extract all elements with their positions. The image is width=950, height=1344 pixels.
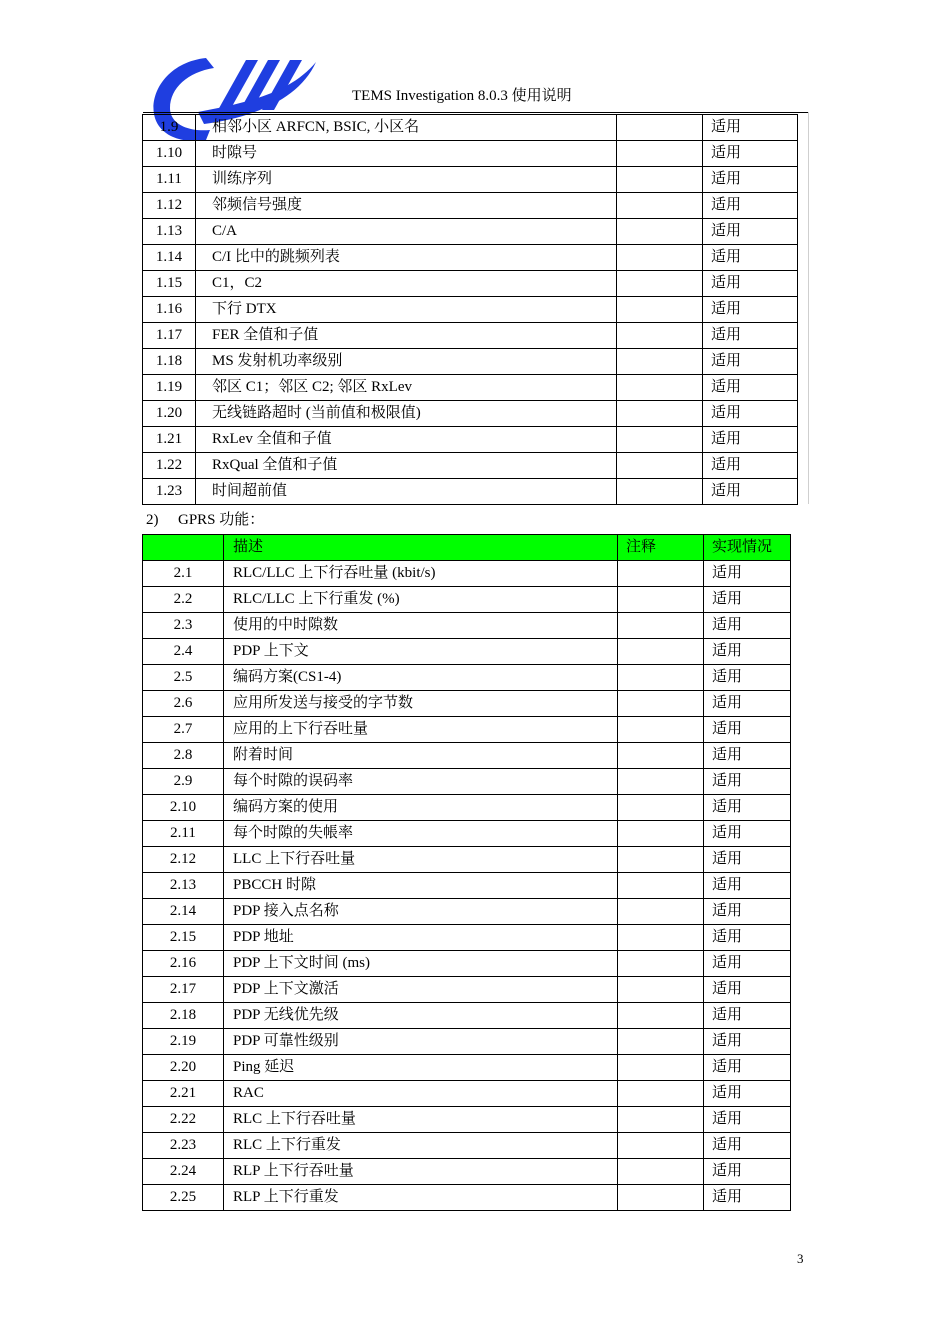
status-cell: 适用 [704, 613, 791, 639]
header-rule [143, 112, 809, 113]
desc-cell: 使用的中时隙数 [224, 613, 618, 639]
table-row [143, 427, 798, 453]
note-cell [617, 349, 703, 375]
status-cell: 适用 [703, 141, 798, 167]
desc-cell: RxQual 全值和子值 [196, 453, 617, 479]
note-cell [617, 115, 703, 141]
num-cell: 1.9 [143, 115, 196, 141]
table-row [143, 561, 791, 587]
table-row [143, 271, 798, 297]
note-cell [617, 479, 703, 505]
status-cell: 适用 [704, 951, 791, 977]
num-cell: 2.25 [143, 1185, 224, 1211]
desc-cell: Ping 延迟 [224, 1055, 618, 1081]
desc-cell: LLC 上下行吞吐量 [224, 847, 618, 873]
note-cell [617, 219, 703, 245]
page-number: 3 [797, 1251, 804, 1266]
table-row [143, 167, 798, 193]
table-row [143, 691, 791, 717]
desc-cell: 每个时隙的失帳率 [224, 821, 618, 847]
note-cell [617, 141, 703, 167]
num-cell: 1.21 [143, 427, 196, 453]
table-row [143, 847, 791, 873]
num-cell: 1.10 [143, 141, 196, 167]
header-desc-cell: 描述 [224, 535, 618, 561]
desc-cell: 邻频信号强度 [196, 193, 617, 219]
table-row [143, 1107, 791, 1133]
desc-cell: 应用所发送与接受的字节数 [224, 691, 618, 717]
desc-cell: 下行 DTX [196, 297, 617, 323]
num-cell: 1.19 [143, 375, 196, 401]
table-row [143, 821, 791, 847]
num-cell: 1.13 [143, 219, 196, 245]
table-row [143, 1185, 791, 1211]
table-row [143, 375, 798, 401]
status-cell: 适用 [703, 349, 798, 375]
status-cell: 适用 [703, 271, 798, 297]
status-cell: 适用 [704, 1081, 791, 1107]
desc-cell: PDP 接入点名称 [224, 899, 618, 925]
status-cell: 适用 [704, 1185, 791, 1211]
note-cell [618, 769, 704, 795]
status-cell: 适用 [703, 115, 798, 141]
desc-cell: C/I 比中的跳频列表 [196, 245, 617, 271]
desc-cell: 相邻小区 ARFCN, BSIC, 小区名 [196, 115, 617, 141]
num-cell: 2.18 [143, 1003, 224, 1029]
desc-cell: RLP 上下行吞吐量 [224, 1159, 618, 1185]
note-cell [618, 1029, 704, 1055]
table-row [143, 219, 798, 245]
num-cell: 2.16 [143, 951, 224, 977]
desc-cell: 应用的上下行吞吐量 [224, 717, 618, 743]
table-row [143, 453, 798, 479]
note-cell [617, 323, 703, 349]
num-cell: 1.17 [143, 323, 196, 349]
note-cell [617, 401, 703, 427]
note-cell [617, 193, 703, 219]
num-cell: 2.19 [143, 1029, 224, 1055]
status-cell: 适用 [703, 375, 798, 401]
num-cell: 2.7 [143, 717, 224, 743]
note-cell [618, 925, 704, 951]
note-cell [618, 977, 704, 1003]
status-cell: 适用 [704, 977, 791, 1003]
table-row [143, 587, 791, 613]
desc-cell: 时隙号 [196, 141, 617, 167]
status-cell: 适用 [704, 743, 791, 769]
desc-cell: 编码方案(CS1-4) [224, 665, 618, 691]
num-cell: 1.22 [143, 453, 196, 479]
note-cell [617, 297, 703, 323]
note-cell [618, 1107, 704, 1133]
desc-cell: C/A [196, 219, 617, 245]
table-row [143, 1029, 791, 1055]
table-row [143, 899, 791, 925]
note-cell [618, 1159, 704, 1185]
num-cell: 2.12 [143, 847, 224, 873]
status-cell: 适用 [704, 1133, 791, 1159]
header-num-cell [143, 535, 224, 561]
note-cell [617, 427, 703, 453]
desc-cell: RLP 上下行重发 [224, 1185, 618, 1211]
status-cell: 适用 [703, 245, 798, 271]
table-row [143, 1081, 791, 1107]
status-cell: 适用 [703, 297, 798, 323]
num-cell: 1.16 [143, 297, 196, 323]
header-note-cell: 注释 [618, 535, 704, 561]
num-cell: 2.21 [143, 1081, 224, 1107]
desc-cell: RLC 上下行重发 [224, 1133, 618, 1159]
num-cell: 1.14 [143, 245, 196, 271]
note-cell [618, 1055, 704, 1081]
status-cell: 适用 [703, 401, 798, 427]
note-cell [618, 1185, 704, 1211]
table-row [143, 639, 791, 665]
table-row [143, 245, 798, 271]
note-cell [618, 613, 704, 639]
note-cell [618, 717, 704, 743]
num-cell: 2.13 [143, 873, 224, 899]
document-header-title: TEMS Investigation 8.0.3 使用说明 [352, 88, 572, 104]
status-cell: 适用 [704, 1055, 791, 1081]
num-cell: 2.24 [143, 1159, 224, 1185]
num-cell: 2.9 [143, 769, 224, 795]
note-cell [618, 951, 704, 977]
note-cell [618, 795, 704, 821]
num-cell: 2.5 [143, 665, 224, 691]
desc-cell: MS 发射机功率级别 [196, 349, 617, 375]
table-row [143, 401, 798, 427]
note-cell [618, 1133, 704, 1159]
table-row [143, 873, 791, 899]
table-row [143, 141, 798, 167]
note-cell [618, 1003, 704, 1029]
num-cell: 2.14 [143, 899, 224, 925]
desc-cell: 附着时间 [224, 743, 618, 769]
num-cell: 1.15 [143, 271, 196, 297]
note-cell [617, 453, 703, 479]
table-row [143, 1133, 791, 1159]
table-row [143, 479, 798, 505]
header-status-cell: 实现情况 [704, 535, 791, 561]
num-cell: 2.15 [143, 925, 224, 951]
desc-cell: PDP 地址 [224, 925, 618, 951]
table-row [143, 769, 791, 795]
table-side-border [808, 112, 809, 504]
note-cell [617, 271, 703, 297]
desc-cell: RxLev 全值和子值 [196, 427, 617, 453]
note-cell [618, 639, 704, 665]
status-cell: 适用 [704, 691, 791, 717]
table-row [143, 717, 791, 743]
note-cell [618, 691, 704, 717]
desc-cell: FER 全值和子值 [196, 323, 617, 349]
num-cell: 1.20 [143, 401, 196, 427]
status-cell: 适用 [703, 193, 798, 219]
num-cell: 1.12 [143, 193, 196, 219]
note-cell [618, 743, 704, 769]
num-cell: 2.23 [143, 1133, 224, 1159]
desc-cell: 编码方案的使用 [224, 795, 618, 821]
table-header-row [143, 535, 791, 561]
table-row [143, 115, 798, 141]
status-cell: 适用 [704, 561, 791, 587]
status-cell: 适用 [704, 1003, 791, 1029]
status-cell: 适用 [704, 665, 791, 691]
table-row [143, 977, 791, 1003]
note-cell [617, 245, 703, 271]
desc-cell: RLC/LLC 上下行重发 (%) [224, 587, 618, 613]
desc-cell: PDP 可靠性级别 [224, 1029, 618, 1055]
table-row [143, 951, 791, 977]
note-cell [617, 375, 703, 401]
desc-cell: 邻区 C1；邻区 C2; 邻区 RxLev [196, 375, 617, 401]
note-cell [618, 587, 704, 613]
note-cell [618, 561, 704, 587]
table-row [143, 665, 791, 691]
status-cell: 适用 [704, 1107, 791, 1133]
status-cell: 适用 [704, 925, 791, 951]
status-cell: 适用 [704, 899, 791, 925]
desc-cell: PDP 上下文激活 [224, 977, 618, 1003]
desc-cell: PDP 上下文时间 (ms) [224, 951, 618, 977]
num-cell: 2.8 [143, 743, 224, 769]
num-cell: 1.18 [143, 349, 196, 375]
gprs-feature-table [142, 534, 791, 1211]
desc-cell: 训练序列 [196, 167, 617, 193]
table-row [143, 795, 791, 821]
status-cell: 适用 [703, 323, 798, 349]
status-cell: 适用 [704, 847, 791, 873]
note-cell [618, 665, 704, 691]
num-cell: 2.2 [143, 587, 224, 613]
status-cell: 适用 [703, 427, 798, 453]
note-cell [618, 873, 704, 899]
note-cell [617, 167, 703, 193]
desc-cell: RLC/LLC 上下行吞吐量 (kbit/s) [224, 561, 618, 587]
section-title: GPRS 功能： [178, 512, 265, 528]
num-cell: 2.22 [143, 1107, 224, 1133]
note-cell [618, 899, 704, 925]
table-row [143, 323, 798, 349]
desc-cell: PDP 上下文 [224, 639, 618, 665]
table-row [143, 349, 798, 375]
num-cell: 2.20 [143, 1055, 224, 1081]
status-cell: 适用 [704, 1159, 791, 1185]
table-row [143, 743, 791, 769]
table-row [143, 613, 791, 639]
note-cell [618, 1081, 704, 1107]
table-row [143, 193, 798, 219]
gsm-feature-table [142, 114, 798, 505]
table-row [143, 297, 798, 323]
note-cell [618, 847, 704, 873]
table-row [143, 1003, 791, 1029]
status-cell: 适用 [704, 795, 791, 821]
num-cell: 1.11 [143, 167, 196, 193]
num-cell: 2.3 [143, 613, 224, 639]
section-heading [146, 509, 264, 531]
num-cell: 2.10 [143, 795, 224, 821]
desc-cell: 每个时隙的误码率 [224, 769, 618, 795]
num-cell: 2.11 [143, 821, 224, 847]
section-number: 2) [146, 512, 159, 528]
desc-cell: RAC [224, 1081, 618, 1107]
desc-cell: 时间超前值 [196, 479, 617, 505]
note-cell [618, 821, 704, 847]
status-cell: 适用 [704, 821, 791, 847]
status-cell: 适用 [704, 587, 791, 613]
status-cell: 适用 [704, 873, 791, 899]
status-cell: 适用 [703, 167, 798, 193]
status-cell: 适用 [704, 639, 791, 665]
status-cell: 适用 [703, 453, 798, 479]
table-row [143, 1055, 791, 1081]
num-cell: 1.23 [143, 479, 196, 505]
desc-cell: 无线链路超时 (当前值和极限值) [196, 401, 617, 427]
num-cell: 2.4 [143, 639, 224, 665]
status-cell: 适用 [704, 717, 791, 743]
status-cell: 适用 [703, 479, 798, 505]
status-cell: 适用 [703, 219, 798, 245]
desc-cell: RLC 上下行吞吐量 [224, 1107, 618, 1133]
status-cell: 适用 [704, 1029, 791, 1055]
desc-cell: PBCCH 时隙 [224, 873, 618, 899]
num-cell: 2.17 [143, 977, 224, 1003]
num-cell: 2.6 [143, 691, 224, 717]
status-cell: 适用 [704, 769, 791, 795]
desc-cell: PDP 无线优先级 [224, 1003, 618, 1029]
table-row [143, 1159, 791, 1185]
table-row [143, 925, 791, 951]
num-cell: 2.1 [143, 561, 224, 587]
desc-cell: C1，C2 [196, 271, 617, 297]
